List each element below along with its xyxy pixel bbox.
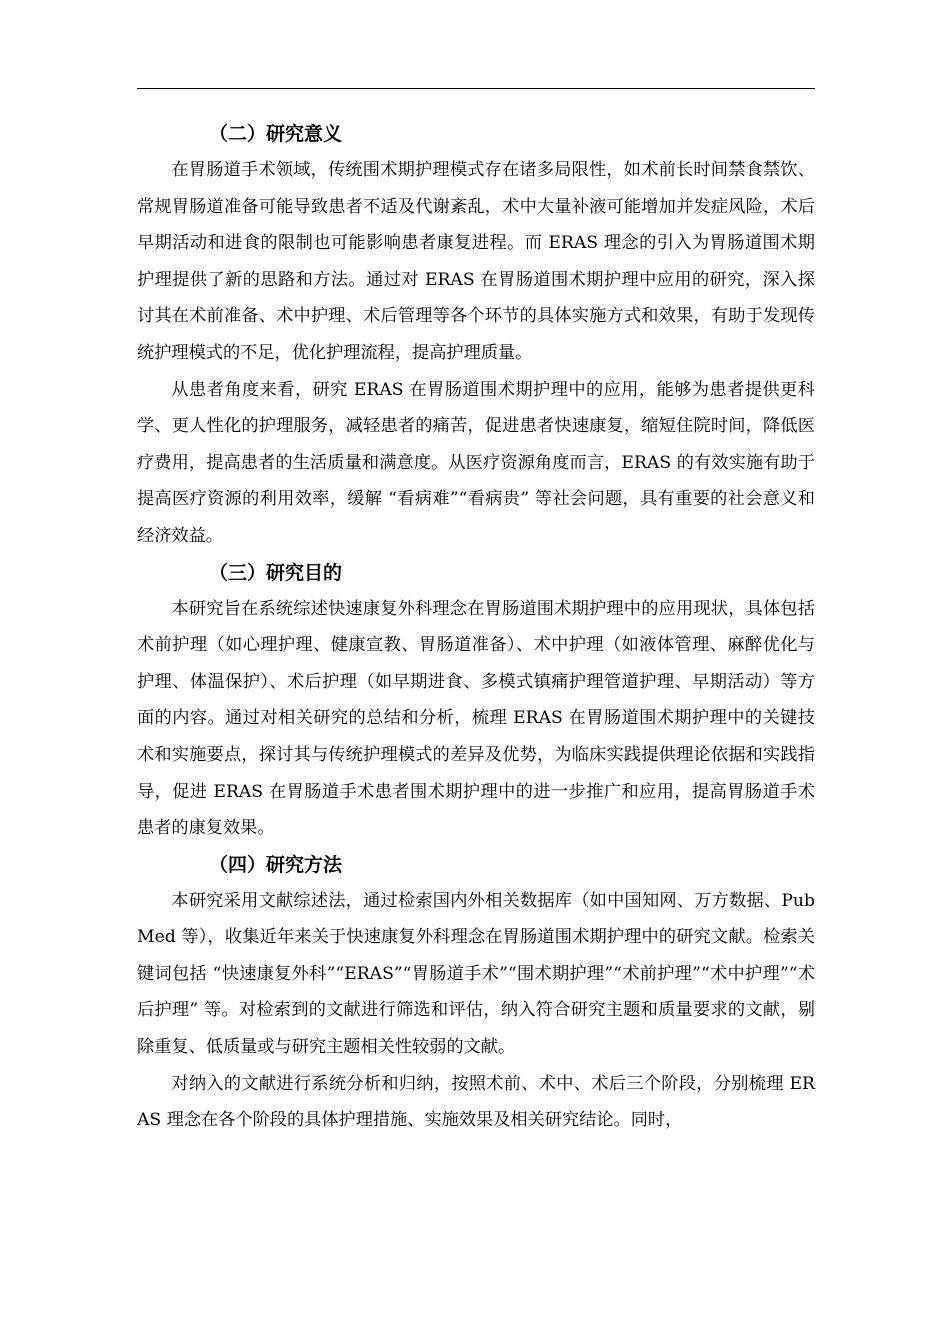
paragraph: 本研究旨在系统综述快速康复外科理念在胃肠道围术期护理中的应用现状，具体包括术前护理（如心理护理、健康宣教、胃肠道准备）、术中护理（如液体管理、麻醉优化与护理、体温保护）、术后护理（如早期进食、多模式镇痛护理管道护理、早期活动）等方面的内容。通过对相关研究的总结和分析，梳理 ERAS 在胃肠道围术期护理中的关键技术和实施要点，探讨其与传统护理模式的差异及优势，为临床实践提供理论依据和实践指导，促进 ERAS 在胃肠道手术患者围术期护理中的进一步推广和应用，提高胃肠道手术患者的康复效果。 (137, 598, 815, 839)
section-heading: （四）研究方法 (209, 853, 343, 876)
section-research-method (137, 847, 815, 1139)
paragraph: 在胃肠道手术领域，传统围术期护理模式存在诸多局限性，如术前长时间禁食禁饮、常规胃肠道准备可能导致患者不适及代谢紊乱，术中大量补液可能增加并发症风险，术后早期活动和进食的限制也可能影响患者康复进程。而 ERAS 理念的引入为胃肠道围术期护理提供了新的思路和方法。通过对 ERAS 在胃肠道围术期护理中应用的研究，深入探讨其在术前准备、术中护理、术后管理等各个环节的具体实施方式和效果，有助于发现传统护理模式的不足，优化护理流程，提高护理质量。 (137, 160, 815, 363)
header-rule (137, 88, 815, 89)
paragraph: 从患者角度来看，研究 ERAS 在胃肠道围术期护理中的应用，能够为患者提供更科学、更人性化的护理服务，减轻患者的痛苦，促进患者快速康复，缩短住院时间，降低医疗费用，提高患者的生活质量和满意度。从医疗资源角度而言，ERAS 的有效实施有助于提高医疗资源的利用效率，缓解 “看病难”“看病贵” 等社会问题，具有重要的社会意义和经济效益。 (137, 379, 815, 546)
paragraph: 本研究采用文献综述法，通过检索国内外相关数据库（如中国知网、万方数据、PubMed 等），收集近年来关于快速康复外科理念在胃肠道围术期护理中的研究文献。检索关键词包括 “快速康复外科”“ERAS”“胃肠道手术”“围术期护理”“术前护理”“术中护理”“术后护理” 等。对检索到的文献进行筛选和评估，纳入符合研究主题和质量要求的文献，剔除重复、低质量或与研究主题相关性较弱的文献。 (137, 890, 815, 1058)
section-heading: （二）研究意义 (209, 123, 343, 145)
document-body (137, 116, 815, 1139)
paragraph: 对纳入的文献进行系统分析和归纳，按照术前、术中、术后三个阶段，分别梳理 ERAS 理念在各个阶段的具体护理措施、实施效果及相关研究结论。同时， (137, 1073, 815, 1131)
section-research-purpose (137, 555, 815, 847)
section-research-significance (137, 116, 815, 555)
section-heading: （三）研究目的 (209, 561, 343, 584)
